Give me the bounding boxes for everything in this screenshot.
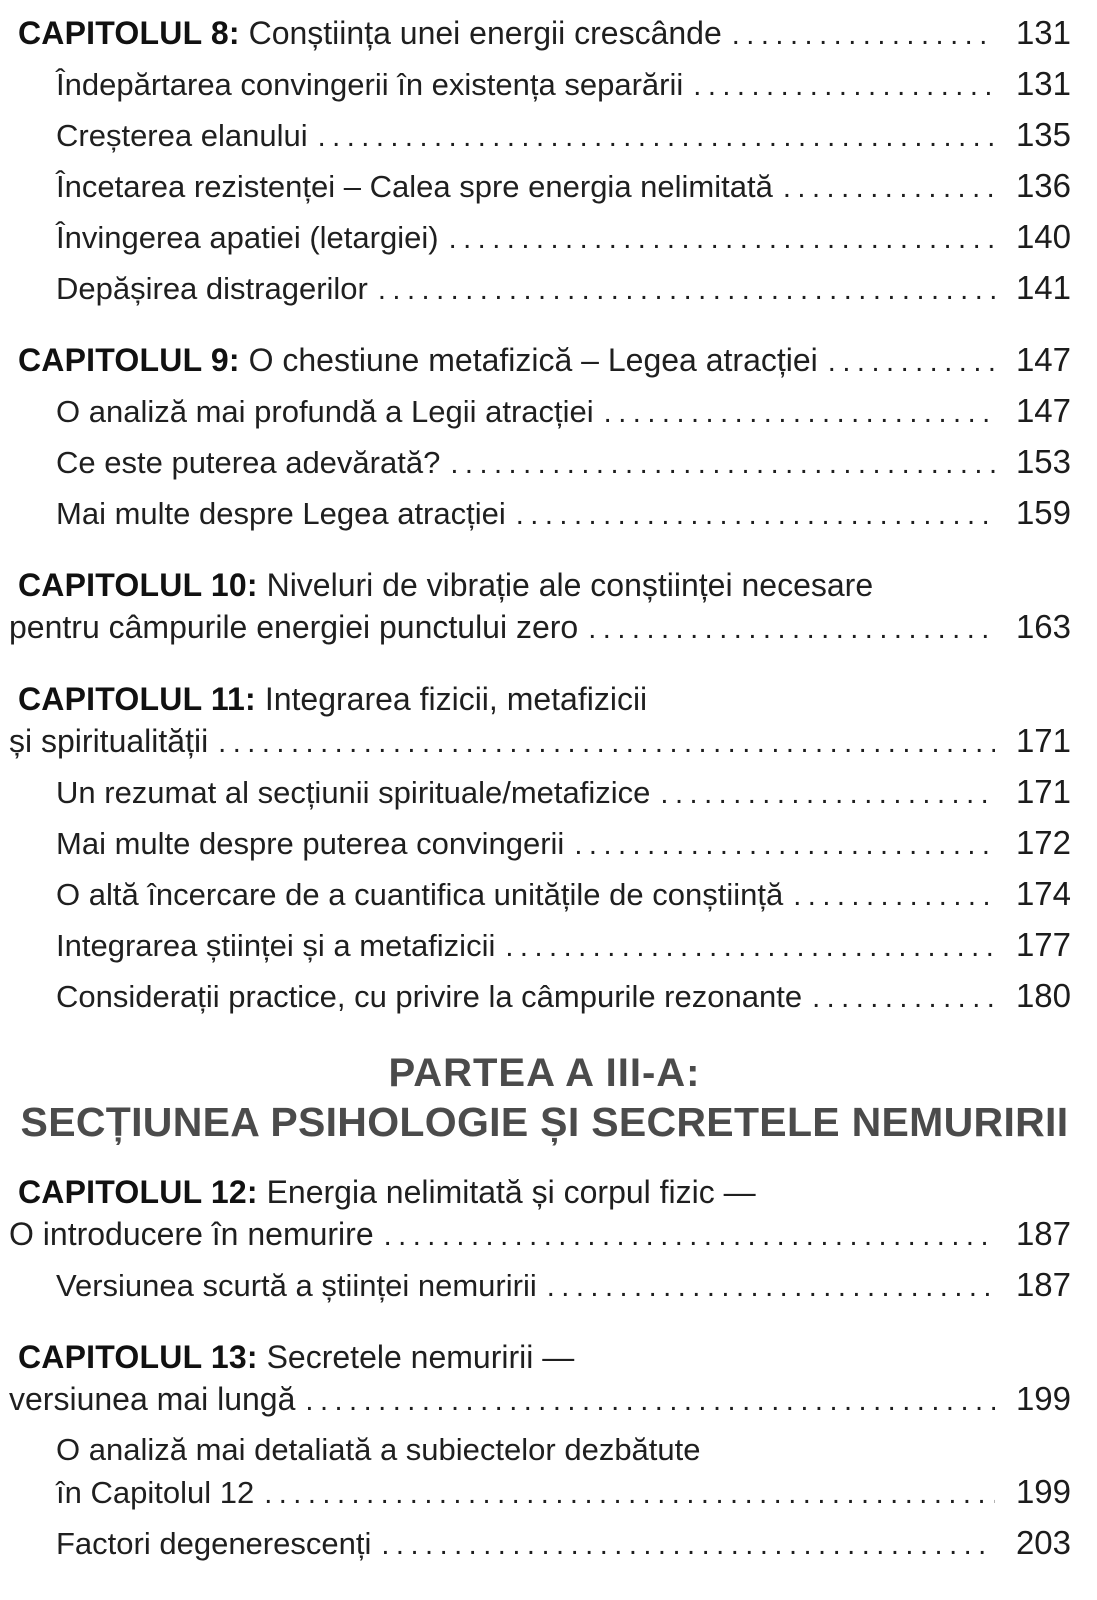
toc-entry bbox=[18, 975, 1071, 1019]
toc-row-continuation bbox=[9, 1378, 1071, 1422]
toc-row bbox=[56, 63, 1071, 107]
chapter-text bbox=[18, 12, 722, 54]
toc-row bbox=[56, 822, 1071, 866]
toc-entry bbox=[18, 165, 1071, 209]
toc-entry-chapter-9 bbox=[18, 339, 1071, 383]
dot-leader bbox=[516, 493, 995, 536]
toc-row bbox=[56, 114, 1071, 158]
chapter-title-continued: pentru câmpurile energiei punctului zero bbox=[9, 609, 579, 645]
part-title: PARTEA A III-A: bbox=[388, 1051, 701, 1095]
entry-title: Un rezumat al secțiunii spirituale/metafizice bbox=[56, 775, 651, 810]
toc-entry bbox=[18, 441, 1071, 485]
toc-entry bbox=[18, 771, 1071, 815]
chapter-title-continued: O introducere în nemurire bbox=[9, 1216, 374, 1252]
toc-entry-chapter-13 bbox=[9, 1336, 1071, 1422]
chapter-title: Integrarea fizicii, metafizicii bbox=[264, 681, 648, 717]
toc-row bbox=[56, 1522, 1071, 1566]
page-number: 141 bbox=[1015, 269, 1071, 306]
page-number: 172 bbox=[1015, 824, 1071, 861]
toc-entry bbox=[18, 390, 1071, 434]
toc-row bbox=[56, 924, 1071, 968]
dot-leader bbox=[218, 720, 995, 764]
toc-row bbox=[56, 771, 1071, 815]
part-subtitle: SECȚIUNEA PSIHOLOGIE ȘI SECRETELE NEMURIRII bbox=[20, 1099, 1069, 1145]
chapter-label: CAPITOLUL 9: bbox=[18, 342, 240, 378]
chapter-label: CAPITOLUL 10: bbox=[18, 567, 258, 603]
page-number: 199 bbox=[1015, 1380, 1071, 1417]
dot-leader bbox=[574, 823, 995, 866]
toc-entry bbox=[18, 216, 1071, 260]
page-number: 180 bbox=[1015, 977, 1071, 1014]
dot-leader bbox=[381, 1523, 995, 1566]
dot-leader bbox=[449, 217, 995, 260]
entry-title: Încetarea rezistenței – Calea spre energia nelimitată bbox=[56, 169, 773, 204]
dot-leader bbox=[378, 268, 995, 311]
page-number: 159 bbox=[1015, 494, 1071, 531]
dot-leader bbox=[793, 874, 995, 917]
dot-leader bbox=[604, 391, 995, 434]
entry-title: Factori degenerescenți bbox=[56, 1526, 372, 1561]
entry-title: Integrarea științei și a metafizicii bbox=[56, 928, 496, 963]
page-number: 187 bbox=[1015, 1266, 1071, 1303]
page-number: 153 bbox=[1015, 443, 1071, 480]
dot-leader bbox=[812, 976, 995, 1019]
chapter-title: O chestiune metafizică – Legea atracției bbox=[248, 342, 818, 378]
toc-row bbox=[56, 492, 1071, 536]
toc-entry bbox=[18, 114, 1071, 158]
toc-entry bbox=[18, 924, 1071, 968]
chapter-title: Conștiința unei energii crescânde bbox=[248, 15, 722, 51]
toc-row bbox=[56, 975, 1071, 1019]
toc-entry bbox=[18, 63, 1071, 107]
toc-row-continuation bbox=[9, 606, 1071, 650]
page-number: 147 bbox=[1015, 341, 1071, 378]
entry-title: Depășirea distragerilor bbox=[56, 271, 368, 306]
dot-leader bbox=[783, 166, 995, 209]
chapter-label: CAPITOLUL 12: bbox=[18, 1174, 258, 1210]
toc-row bbox=[18, 678, 1071, 720]
part-header bbox=[18, 1049, 1071, 1147]
entry-title: Considerații practice, cu privire la câmpurile rezonante bbox=[56, 979, 803, 1014]
toc-entry bbox=[18, 1429, 1071, 1515]
dot-leader bbox=[505, 925, 995, 968]
toc-row bbox=[18, 1336, 1071, 1378]
toc-row bbox=[18, 564, 1071, 606]
toc-entry bbox=[18, 492, 1071, 536]
chapter-text bbox=[18, 564, 873, 606]
dot-leader bbox=[264, 1472, 995, 1515]
chapter-text bbox=[18, 339, 818, 381]
toc-row bbox=[56, 216, 1071, 260]
dot-leader bbox=[318, 115, 995, 158]
toc-entry-chapter-8 bbox=[18, 12, 1071, 56]
chapter-label: CAPITOLUL 13: bbox=[18, 1339, 258, 1375]
dot-leader bbox=[693, 64, 995, 107]
chapter-title: Secretele nemuririi — bbox=[266, 1339, 575, 1375]
toc-row bbox=[18, 1171, 1071, 1213]
page-number: 131 bbox=[1015, 14, 1071, 51]
page-number: 199 bbox=[1015, 1473, 1071, 1510]
page-number: 171 bbox=[1015, 722, 1071, 759]
toc-row-continuation bbox=[9, 1213, 1071, 1257]
chapter-title-continued: și spiritualității bbox=[9, 723, 209, 759]
toc-row bbox=[56, 1429, 1071, 1471]
toc-row bbox=[56, 873, 1071, 917]
dot-leader bbox=[450, 442, 995, 485]
chapter-label: CAPITOLUL 11: bbox=[18, 681, 256, 717]
dot-leader bbox=[588, 606, 995, 650]
entry-title: Creșterea elanului bbox=[56, 118, 308, 153]
dot-leader bbox=[305, 1378, 995, 1422]
toc-row bbox=[56, 267, 1071, 311]
chapter-title: Energia nelimitată și corpul fizic — bbox=[266, 1174, 756, 1210]
entry-title: O analiză mai detaliată a subiectelor dezbătute bbox=[56, 1432, 701, 1467]
toc-row bbox=[56, 441, 1071, 485]
page-number: 140 bbox=[1015, 218, 1071, 255]
toc-entry-chapter-11 bbox=[9, 678, 1071, 764]
page-number: 131 bbox=[1015, 65, 1071, 102]
page-number: 203 bbox=[1015, 1524, 1071, 1561]
toc-entry-chapter-10 bbox=[9, 564, 1071, 650]
chapter-text bbox=[18, 1336, 574, 1378]
dot-leader bbox=[660, 772, 995, 815]
toc-row bbox=[56, 165, 1071, 209]
toc-row bbox=[56, 1264, 1071, 1308]
toc-row-continuation bbox=[9, 720, 1071, 764]
entry-title: Mai multe despre puterea convingerii bbox=[56, 826, 565, 861]
entry-title: O analiză mai profundă a Legii atracției bbox=[56, 394, 594, 429]
entry-title-continued: în Capitolul 12 bbox=[56, 1475, 255, 1510]
dot-leader bbox=[384, 1213, 995, 1257]
entry-title: Mai multe despre Legea atracției bbox=[56, 496, 506, 531]
page-number: 177 bbox=[1015, 926, 1071, 963]
page-number: 147 bbox=[1015, 392, 1071, 429]
chapter-title: Niveluri de vibrație ale conștiinței necesare bbox=[266, 567, 874, 603]
dot-leader bbox=[547, 1265, 995, 1308]
toc-entry-chapter-12 bbox=[9, 1171, 1071, 1257]
page-number: 163 bbox=[1015, 608, 1071, 645]
entry-title: Învingerea apatiei (letargiei) bbox=[56, 220, 439, 255]
entry-title: O altă încercare de a cuantifica unitățile de conștiință bbox=[56, 877, 784, 912]
toc-entry bbox=[18, 1522, 1071, 1566]
dot-leader bbox=[732, 12, 995, 56]
page-number: 136 bbox=[1015, 167, 1071, 204]
dot-leader bbox=[828, 339, 995, 383]
entry-title: Ce este puterea adevărată? bbox=[56, 445, 441, 480]
toc-entry bbox=[18, 822, 1071, 866]
toc-row bbox=[18, 339, 1071, 383]
page-number: 187 bbox=[1015, 1215, 1071, 1252]
chapter-title-continued: versiunea mai lungă bbox=[9, 1381, 296, 1417]
entry-title: Versiunea scurtă a științei nemuririi bbox=[56, 1268, 537, 1303]
toc-row-continuation bbox=[56, 1471, 1071, 1515]
toc-entry bbox=[18, 267, 1071, 311]
toc-row bbox=[56, 390, 1071, 434]
chapter-label: CAPITOLUL 8: bbox=[18, 15, 240, 51]
toc-entry bbox=[18, 1264, 1071, 1308]
page-number: 171 bbox=[1015, 773, 1071, 810]
page-number: 174 bbox=[1015, 875, 1071, 912]
chapter-text bbox=[18, 678, 647, 720]
toc-row bbox=[18, 12, 1071, 56]
toc-entry bbox=[18, 873, 1071, 917]
chapter-text bbox=[18, 1171, 756, 1213]
page-number: 135 bbox=[1015, 116, 1071, 153]
entry-title: Îndepărtarea convingerii în existența separării bbox=[56, 67, 684, 102]
